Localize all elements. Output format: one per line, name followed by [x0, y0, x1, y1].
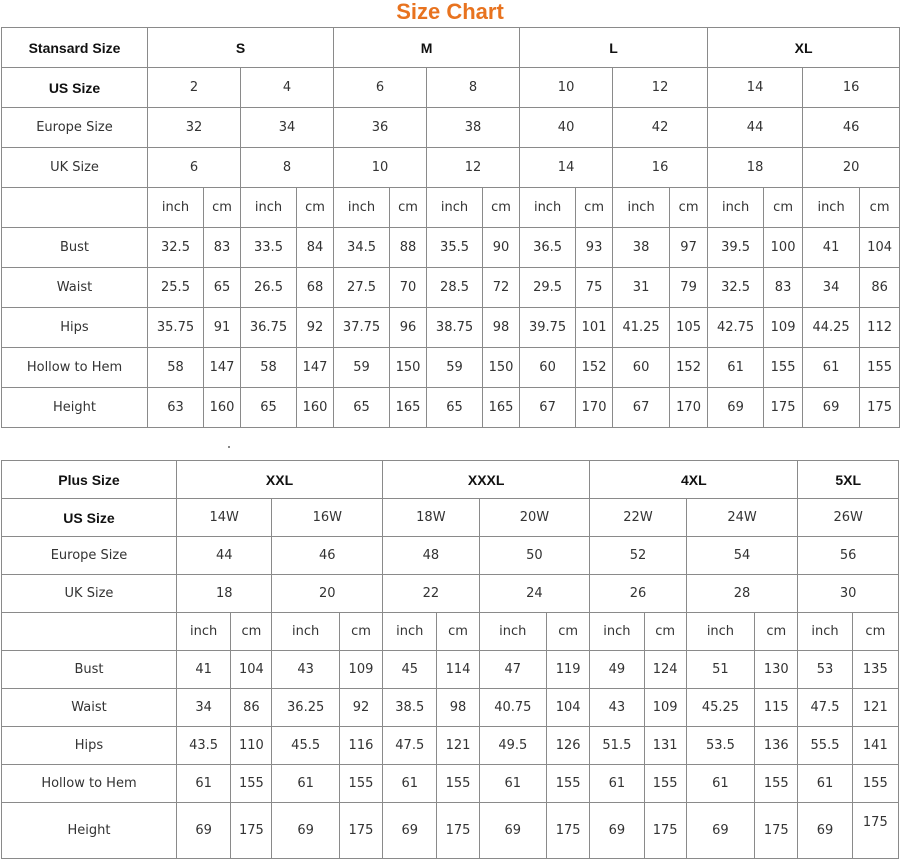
- cm-value-cell: 155: [764, 348, 803, 388]
- cm-value-cell: 126: [546, 727, 589, 765]
- inch-value-cell: 47: [479, 651, 546, 689]
- cm-value-cell: 119: [546, 651, 589, 689]
- europe-size-cell: 40: [520, 108, 613, 148]
- cm-value-cell: 147: [204, 348, 241, 388]
- measurement-label: Hollow to Hem: [2, 348, 148, 388]
- inch-value-cell: 34: [803, 268, 860, 308]
- europe-size-label: Europe Size: [2, 537, 177, 575]
- measurement-row: [2, 727, 899, 765]
- cm-value-cell: 121: [437, 727, 479, 765]
- cm-value-cell: 104: [231, 651, 272, 689]
- us-size-cell: 16W: [272, 499, 383, 537]
- cm-value-cell: 155: [437, 765, 479, 803]
- uk-size-cell: 26: [590, 575, 687, 613]
- inch-value-cell: 65: [241, 388, 297, 428]
- inch-value-cell: 41: [176, 651, 230, 689]
- us-size-cell: 6: [334, 68, 427, 108]
- size-group-cell: 4XL: [590, 461, 798, 499]
- unit-inch-cell: inch: [803, 188, 860, 228]
- unit-cm-cell: cm: [764, 188, 803, 228]
- inch-value-cell: 55.5: [798, 727, 852, 765]
- size-group-cell: L: [520, 28, 708, 68]
- cm-value-cell: 155: [852, 765, 898, 803]
- measurement-row: [2, 765, 899, 803]
- cm-value-cell: 155: [546, 765, 589, 803]
- measurement-row: [2, 268, 900, 308]
- cm-value-cell: 175: [437, 803, 479, 859]
- measurement-label: Height: [2, 803, 177, 859]
- measurement-row: [2, 308, 900, 348]
- cm-value-cell: 86: [860, 268, 900, 308]
- us-size-cell: 14: [708, 68, 803, 108]
- cm-value-cell: 84: [297, 228, 334, 268]
- cm-value-cell: 98: [437, 689, 479, 727]
- inch-value-cell: 69: [686, 803, 754, 859]
- unit-cm-cell: cm: [339, 613, 382, 651]
- inch-value-cell: 49: [590, 651, 644, 689]
- size-group-cell: XL: [708, 28, 900, 68]
- inch-value-cell: 61: [176, 765, 230, 803]
- cm-value-cell: 68: [297, 268, 334, 308]
- unit-inch-cell: inch: [479, 613, 546, 651]
- inch-value-cell: 32.5: [148, 228, 204, 268]
- us-size-row: [2, 499, 899, 537]
- us-size-cell: 2: [148, 68, 241, 108]
- unit-cm-cell: cm: [644, 613, 686, 651]
- us-size-cell: 14W: [176, 499, 272, 537]
- inch-value-cell: 38.75: [427, 308, 483, 348]
- cm-value-cell: 141: [852, 727, 898, 765]
- inch-value-cell: 36.25: [272, 689, 339, 727]
- europe-size-row: [2, 108, 900, 148]
- uk-size-cell: 10: [334, 148, 427, 188]
- plus-measurements: [2, 651, 899, 859]
- cm-value-cell: 165: [390, 388, 427, 428]
- uk-size-cell: 22: [383, 575, 480, 613]
- cm-value-cell: 124: [644, 651, 686, 689]
- uk-size-cell: 18: [176, 575, 272, 613]
- inch-value-cell: 61: [686, 765, 754, 803]
- cm-value-cell: 110: [231, 727, 272, 765]
- unit-inch-cell: inch: [176, 613, 230, 651]
- cm-value-cell: 175: [546, 803, 589, 859]
- inch-value-cell: 59: [427, 348, 483, 388]
- measurement-row: [2, 228, 900, 268]
- unit-row-label: [2, 613, 177, 651]
- uk-size-cell: 20: [803, 148, 900, 188]
- cm-value-cell: 155: [860, 348, 900, 388]
- inch-value-cell: 69: [798, 803, 852, 859]
- europe-size-cell: 36: [334, 108, 427, 148]
- inch-value-cell: 69: [176, 803, 230, 859]
- size-group-cell: S: [148, 28, 334, 68]
- us-size-label: US Size: [2, 499, 177, 537]
- unit-cm-cell: cm: [483, 188, 520, 228]
- measurement-label: Hips: [2, 308, 148, 348]
- inch-value-cell: 45.5: [272, 727, 339, 765]
- us-size-cell: 20W: [479, 499, 590, 537]
- unit-inch-cell: inch: [383, 613, 437, 651]
- europe-size-cell: 50: [479, 537, 590, 575]
- standard-measurements: [2, 228, 900, 428]
- cm-value-cell: 114: [437, 651, 479, 689]
- cm-value-cell: 91: [204, 308, 241, 348]
- europe-size-cell: 44: [176, 537, 272, 575]
- inch-value-cell: 67: [613, 388, 670, 428]
- unit-inch-cell: inch: [686, 613, 754, 651]
- us-size-cell: 12: [613, 68, 708, 108]
- cm-value-cell: 92: [297, 308, 334, 348]
- cm-value-cell: 101: [576, 308, 613, 348]
- cm-value-cell: 175: [644, 803, 686, 859]
- unit-cm-cell: cm: [204, 188, 241, 228]
- inch-value-cell: 47.5: [798, 689, 852, 727]
- measurement-row: [2, 348, 900, 388]
- inch-value-cell: 67: [520, 388, 576, 428]
- cm-value-cell: 115: [755, 689, 798, 727]
- inch-value-cell: 61: [272, 765, 339, 803]
- europe-size-cell: 48: [383, 537, 480, 575]
- inch-value-cell: 47.5: [383, 727, 437, 765]
- inch-value-cell: 53: [798, 651, 852, 689]
- unit-cm-cell: cm: [390, 188, 427, 228]
- plus-size-table: [1, 460, 899, 859]
- europe-size-cell: 46: [272, 537, 383, 575]
- inch-value-cell: 61: [383, 765, 437, 803]
- inch-value-cell: 45: [383, 651, 437, 689]
- cm-value-cell: 90: [483, 228, 520, 268]
- stray-dot: [228, 446, 230, 448]
- uk-size-cell: 14: [520, 148, 613, 188]
- inch-value-cell: 43: [590, 689, 644, 727]
- cm-value-cell: 93: [576, 228, 613, 268]
- inch-value-cell: 34.5: [334, 228, 390, 268]
- inch-value-cell: 61: [803, 348, 860, 388]
- unit-cm-cell: cm: [297, 188, 334, 228]
- standard-size-label: Stansard Size: [2, 28, 148, 68]
- cm-value-cell: 88: [390, 228, 427, 268]
- uk-size-cell: 6: [148, 148, 241, 188]
- cm-value-cell: 105: [670, 308, 708, 348]
- inch-value-cell: 38: [613, 228, 670, 268]
- inch-value-cell: 61: [590, 765, 644, 803]
- inch-value-cell: 69: [708, 388, 764, 428]
- inch-value-cell: 39.5: [708, 228, 764, 268]
- size-group-cell: M: [334, 28, 520, 68]
- uk-size-label: UK Size: [2, 575, 177, 613]
- inch-value-cell: 51.5: [590, 727, 644, 765]
- unit-cm-cell: cm: [755, 613, 798, 651]
- inch-value-cell: 65: [334, 388, 390, 428]
- us-size-row: [2, 68, 900, 108]
- inch-value-cell: 36.75: [241, 308, 297, 348]
- cm-value-cell: 170: [670, 388, 708, 428]
- unit-row: [2, 188, 900, 228]
- inch-value-cell: 69: [590, 803, 644, 859]
- inch-value-cell: 63: [148, 388, 204, 428]
- cm-value-cell: 155: [644, 765, 686, 803]
- uk-size-cell: 20: [272, 575, 383, 613]
- us-size-cell: 16: [803, 68, 900, 108]
- measurement-row: [2, 689, 899, 727]
- us-size-cell: 8: [427, 68, 520, 108]
- inch-value-cell: 31: [613, 268, 670, 308]
- cm-value-cell: 155: [755, 765, 798, 803]
- inch-value-cell: 40.75: [479, 689, 546, 727]
- inch-value-cell: 65: [427, 388, 483, 428]
- europe-size-cell: 34: [241, 108, 334, 148]
- measurement-row: [2, 388, 900, 428]
- size-group-cell: 5XL: [798, 461, 899, 499]
- cm-value-cell: 109: [764, 308, 803, 348]
- inch-value-cell: 32.5: [708, 268, 764, 308]
- uk-size-row: [2, 575, 899, 613]
- measurement-label: Hips: [2, 727, 177, 765]
- europe-size-cell: 54: [686, 537, 798, 575]
- us-size-cell: 18W: [383, 499, 480, 537]
- size-group-row: [2, 28, 900, 68]
- us-size-cell: 10: [520, 68, 613, 108]
- inch-value-cell: 61: [708, 348, 764, 388]
- europe-size-cell: 52: [590, 537, 687, 575]
- measurement-label: Bust: [2, 651, 177, 689]
- inch-value-cell: 60: [520, 348, 576, 388]
- inch-value-cell: 28.5: [427, 268, 483, 308]
- cm-value-cell: 175: [764, 388, 803, 428]
- cm-value-cell: 152: [576, 348, 613, 388]
- unit-cm-cell: cm: [546, 613, 589, 651]
- measurement-label: Bust: [2, 228, 148, 268]
- inch-value-cell: 35.5: [427, 228, 483, 268]
- uk-size-cell: 24: [479, 575, 590, 613]
- inch-value-cell: 69: [479, 803, 546, 859]
- cm-value: 175: [862, 815, 888, 830]
- uk-size-row: [2, 148, 900, 188]
- cm-value-cell: 131: [644, 727, 686, 765]
- cm-value-cell: 155: [339, 765, 382, 803]
- unit-cm-cell: cm: [852, 613, 898, 651]
- inch-value-cell: 69: [272, 803, 339, 859]
- standard-size-table: [1, 27, 900, 428]
- inch-value-cell: 33.5: [241, 228, 297, 268]
- unit-inch-cell: inch: [798, 613, 852, 651]
- cm-value-cell: 109: [644, 689, 686, 727]
- inch-value-cell: 27.5: [334, 268, 390, 308]
- cm-value-cell: 72: [483, 268, 520, 308]
- cm-value-cell: 135: [852, 651, 898, 689]
- inch-value-cell: 69: [383, 803, 437, 859]
- inch-value-cell: 60: [613, 348, 670, 388]
- measurement-label: Waist: [2, 268, 148, 308]
- size-group-row: [2, 461, 899, 499]
- inch-value-cell: 35.75: [148, 308, 204, 348]
- unit-cm-cell: cm: [670, 188, 708, 228]
- inch-value-cell: 58: [241, 348, 297, 388]
- cm-value-cell: 70: [390, 268, 427, 308]
- inch-value-cell: 34: [176, 689, 230, 727]
- inch-value-cell: 42.75: [708, 308, 764, 348]
- us-size-cell: 24W: [686, 499, 798, 537]
- cm-value-cell: 97: [670, 228, 708, 268]
- measurement-label: Hollow to Hem: [2, 765, 177, 803]
- inch-value-cell: 39.75: [520, 308, 576, 348]
- cm-value-cell: 104: [546, 689, 589, 727]
- inch-value-cell: 41.25: [613, 308, 670, 348]
- uk-size-cell: 30: [798, 575, 899, 613]
- unit-inch-cell: inch: [613, 188, 670, 228]
- cm-value-cell: 175: [755, 803, 798, 859]
- cm-value-cell: 116: [339, 727, 382, 765]
- unit-cm-cell: cm: [231, 613, 272, 651]
- inch-value-cell: 49.5: [479, 727, 546, 765]
- inch-value-cell: 43.5: [176, 727, 230, 765]
- uk-size-cell: 28: [686, 575, 798, 613]
- cm-value-cell: 83: [204, 228, 241, 268]
- cm-value-cell: 79: [670, 268, 708, 308]
- inch-value-cell: 61: [798, 765, 852, 803]
- unit-inch-cell: inch: [708, 188, 764, 228]
- inch-value-cell: 53.5: [686, 727, 754, 765]
- cm-value-cell: 86: [231, 689, 272, 727]
- measurement-label: Height: [2, 388, 148, 428]
- us-size-cell: 4: [241, 68, 334, 108]
- inch-value-cell: 29.5: [520, 268, 576, 308]
- cm-value-cell: 109: [339, 651, 382, 689]
- unit-cm-cell: cm: [860, 188, 900, 228]
- unit-cm-cell: cm: [437, 613, 479, 651]
- unit-inch-cell: inch: [590, 613, 644, 651]
- europe-size-cell: 38: [427, 108, 520, 148]
- size-group-cell: XXL: [176, 461, 382, 499]
- unit-inch-cell: inch: [427, 188, 483, 228]
- inch-value-cell: 37.75: [334, 308, 390, 348]
- inch-value-cell: 25.5: [148, 268, 204, 308]
- cm-value-cell: 160: [297, 388, 334, 428]
- size-group-cell: XXXL: [383, 461, 590, 499]
- cm-value-cell: 130: [755, 651, 798, 689]
- europe-size-row: [2, 537, 899, 575]
- europe-size-cell: 32: [148, 108, 241, 148]
- cm-value-cell: 112: [860, 308, 900, 348]
- cm-value-cell: 96: [390, 308, 427, 348]
- inch-value-cell: 51: [686, 651, 754, 689]
- cm-value-cell: 121: [852, 689, 898, 727]
- europe-size-label: Europe Size: [2, 108, 148, 148]
- page-title: Size Chart: [396, 0, 504, 24]
- unit-row: [2, 613, 899, 651]
- measurement-row: [2, 803, 899, 859]
- cm-value-cell: 83: [764, 268, 803, 308]
- europe-size-cell: 44: [708, 108, 803, 148]
- inch-value-cell: 36.5: [520, 228, 576, 268]
- measurement-label: Waist: [2, 689, 177, 727]
- cm-value-cell: 170: [576, 388, 613, 428]
- unit-inch-cell: inch: [520, 188, 576, 228]
- cm-value-cell: 92: [339, 689, 382, 727]
- cm-value-cell: 152: [670, 348, 708, 388]
- cm-value-cell: 65: [204, 268, 241, 308]
- uk-size-label: UK Size: [2, 148, 148, 188]
- cm-value-cell: 150: [483, 348, 520, 388]
- unit-inch-cell: inch: [272, 613, 339, 651]
- inch-value-cell: 59: [334, 348, 390, 388]
- unit-cm-cell: cm: [576, 188, 613, 228]
- inch-value-cell: 45.25: [686, 689, 754, 727]
- inch-value-cell: 43: [272, 651, 339, 689]
- uk-size-cell: 16: [613, 148, 708, 188]
- cm-value-cell: 175: [231, 803, 272, 859]
- cm-value-cell: 175: [339, 803, 382, 859]
- europe-size-cell: 56: [798, 537, 899, 575]
- cm-value-cell: 104: [860, 228, 900, 268]
- inch-value-cell: 38.5: [383, 689, 437, 727]
- measurement-row: [2, 651, 899, 689]
- inch-value-cell: 61: [479, 765, 546, 803]
- europe-size-cell: 46: [803, 108, 900, 148]
- cm-value-cell: 100: [764, 228, 803, 268]
- inch-value-cell: 58: [148, 348, 204, 388]
- inch-value-cell: 41: [803, 228, 860, 268]
- unit-inch-cell: inch: [241, 188, 297, 228]
- cm-value-cell: 155: [231, 765, 272, 803]
- cm-value-cell: 75: [576, 268, 613, 308]
- unit-row-label: [2, 188, 148, 228]
- plus-size-label: Plus Size: [2, 461, 177, 499]
- uk-size-cell: 18: [708, 148, 803, 188]
- cm-value-cell: 98: [483, 308, 520, 348]
- cm-value-cell: 147: [297, 348, 334, 388]
- cm-value-cell: [852, 803, 898, 859]
- uk-size-cell: 12: [427, 148, 520, 188]
- unit-inch-cell: inch: [334, 188, 390, 228]
- us-size-cell: 26W: [798, 499, 899, 537]
- uk-size-cell: 8: [241, 148, 334, 188]
- us-size-cell: 22W: [590, 499, 687, 537]
- cm-value-cell: 150: [390, 348, 427, 388]
- cm-value-cell: 175: [860, 388, 900, 428]
- unit-inch-cell: inch: [148, 188, 204, 228]
- europe-size-cell: 42: [613, 108, 708, 148]
- inch-value-cell: 26.5: [241, 268, 297, 308]
- cm-value-cell: 165: [483, 388, 520, 428]
- inch-value-cell: 69: [803, 388, 860, 428]
- inch-value-cell: 44.25: [803, 308, 860, 348]
- cm-value-cell: 136: [755, 727, 798, 765]
- us-size-label: US Size: [2, 68, 148, 108]
- cm-value-cell: 160: [204, 388, 241, 428]
